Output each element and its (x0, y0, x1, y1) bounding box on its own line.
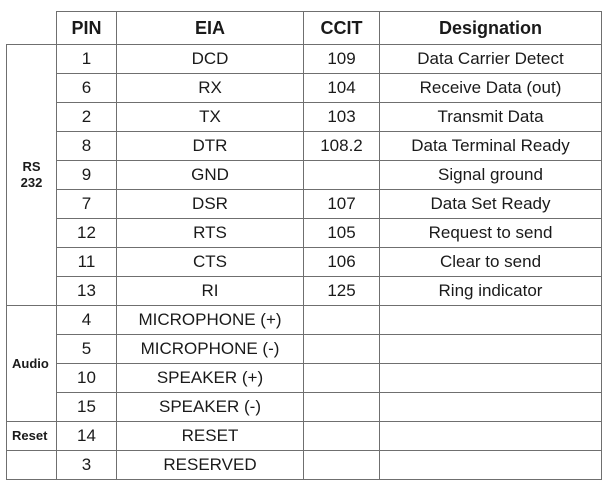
pin-cell: 14 (57, 422, 117, 451)
pin-cell: 13 (57, 277, 117, 306)
designation-cell: Transmit Data (380, 103, 602, 132)
table-row (7, 277, 602, 306)
header-ccit: CCIT (304, 12, 380, 45)
eia-cell: RI (117, 277, 304, 306)
pin-cell: 12 (57, 219, 117, 248)
designation-cell (380, 306, 602, 335)
pin-cell: 15 (57, 393, 117, 422)
eia-cell: GND (117, 161, 304, 190)
pin-cell: 4 (57, 306, 117, 335)
header-pin: PIN (57, 12, 117, 45)
designation-cell: Receive Data (out) (380, 74, 602, 103)
pin-cell: 1 (57, 45, 117, 74)
designation-cell: Ring indicator (380, 277, 602, 306)
ccit-cell: 103 (304, 103, 380, 132)
ccit-cell: 109 (304, 45, 380, 74)
designation-cell (380, 451, 602, 480)
pinout-table (6, 11, 602, 480)
pin-cell: 8 (57, 132, 117, 161)
group-label-audio: Audio (7, 306, 57, 422)
table-row (7, 132, 602, 161)
table-row (7, 393, 602, 422)
table-row (7, 451, 602, 480)
group-label-rs232-line2: 232 (20, 175, 43, 190)
eia-cell: DSR (117, 190, 304, 219)
designation-cell (380, 393, 602, 422)
pin-cell: 7 (57, 190, 117, 219)
ccit-cell: 106 (304, 248, 380, 277)
ccit-cell: 108.2 (304, 132, 380, 161)
eia-cell: TX (117, 103, 304, 132)
eia-cell: DCD (117, 45, 304, 74)
pin-cell: 3 (57, 451, 117, 480)
header-eia: EIA (117, 12, 304, 45)
table-row (7, 306, 602, 335)
pin-cell: 2 (57, 103, 117, 132)
ccit-cell (304, 364, 380, 393)
eia-cell: DTR (117, 132, 304, 161)
designation-cell (380, 364, 602, 393)
designation-cell: Data Set Ready (380, 190, 602, 219)
pin-cell: 10 (57, 364, 117, 393)
eia-cell: CTS (117, 248, 304, 277)
eia-cell: MICROPHONE (+) (117, 306, 304, 335)
ccit-cell: 125 (304, 277, 380, 306)
designation-cell: Clear to send (380, 248, 602, 277)
eia-cell: RESERVED (117, 451, 304, 480)
pin-cell: 5 (57, 335, 117, 364)
pin-cell: 6 (57, 74, 117, 103)
ccit-cell (304, 451, 380, 480)
eia-cell: RESET (117, 422, 304, 451)
ccit-cell (304, 393, 380, 422)
ccit-cell (304, 335, 380, 364)
eia-cell: SPEAKER (+) (117, 364, 304, 393)
table-row (7, 161, 602, 190)
pin-cell: 9 (57, 161, 117, 190)
eia-cell: RX (117, 74, 304, 103)
table-row (7, 422, 602, 451)
table-row (7, 335, 602, 364)
designation-cell: Signal ground (380, 161, 602, 190)
eia-cell: SPEAKER (-) (117, 393, 304, 422)
table-row (7, 45, 602, 74)
header-corner-cell (7, 12, 57, 45)
ccit-cell: 105 (304, 219, 380, 248)
designation-cell: Data Terminal Ready (380, 132, 602, 161)
table-row (7, 190, 602, 219)
ccit-cell: 104 (304, 74, 380, 103)
ccit-cell (304, 161, 380, 190)
table-row (7, 74, 602, 103)
group-label-rs232 (7, 45, 57, 306)
pinout-table-body (7, 12, 602, 480)
header-designation: Designation (380, 12, 602, 45)
designation-cell: Request to send (380, 219, 602, 248)
group-label-empty (7, 451, 57, 480)
designation-cell (380, 422, 602, 451)
table-row (7, 219, 602, 248)
pin-cell: 11 (57, 248, 117, 277)
table-row (7, 364, 602, 393)
eia-cell: MICROPHONE (-) (117, 335, 304, 364)
group-label-reset: Reset (7, 422, 57, 451)
group-label-rs232-line1: RS (22, 159, 41, 174)
header-row (7, 12, 602, 45)
table-row (7, 103, 602, 132)
ccit-cell (304, 306, 380, 335)
ccit-cell (304, 422, 380, 451)
designation-cell: Data Carrier Detect (380, 45, 602, 74)
table-row (7, 248, 602, 277)
ccit-cell: 107 (304, 190, 380, 219)
designation-cell (380, 335, 602, 364)
eia-cell: RTS (117, 219, 304, 248)
